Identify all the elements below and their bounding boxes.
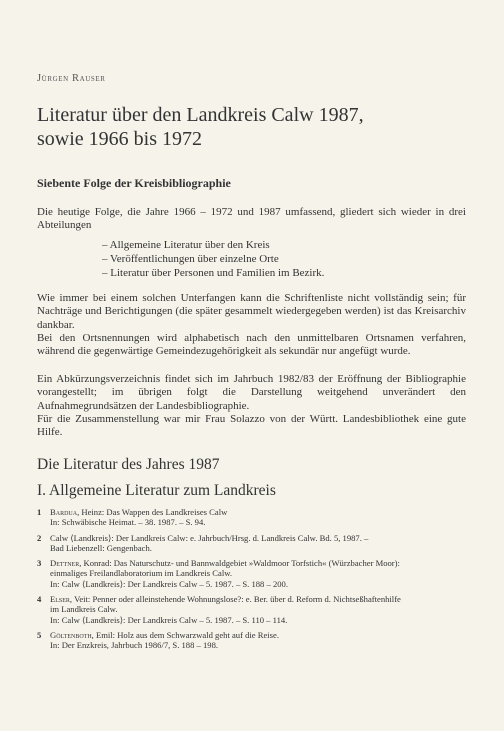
list-item: – Literatur über Personen und Familien im Bezirk. bbox=[102, 267, 325, 279]
bibliography-entry bbox=[37, 507, 477, 528]
entry-text-cont: einmaliges Freilandlaboratorium im Landkreis Calw. bbox=[50, 568, 233, 579]
entry-source: Bad Liebenzell: Gengenbach. bbox=[50, 542, 152, 553]
entry-source: In: Calw ⟨Landkreis⟩: Der Landkreis Calw – 5. 1987. – S. 110 – 114. bbox=[50, 614, 288, 625]
section-subheading: I. Allgemeine Literatur zum Landkreis bbox=[37, 482, 276, 499]
entry-text: , Veit: Penner oder alleinstehende Wohnungslose?: e. Ber. über d. Reform d. Nichtseßhaftenhilfe bbox=[69, 594, 401, 605]
entry-author: Göltenboth bbox=[50, 629, 92, 640]
entry-text: , Heinz: Das Wappen des Landkreises Calw bbox=[77, 507, 228, 517]
bibliography-list bbox=[37, 507, 477, 656]
entry-line bbox=[50, 533, 477, 543]
entry-source: In: Der Enzkreis, Jahrbuch 1986/7, S. 188 – 198. bbox=[50, 640, 219, 651]
author-name: Jürgen Rauser bbox=[37, 73, 106, 84]
entry-number: 5 bbox=[37, 629, 42, 640]
entry-text: , Konrad: Das Naturschutz- und Bannwaldgebiet »Waldmoor Torfstich« (Würzbacher Moor): bbox=[79, 558, 400, 569]
entry-number: 4 bbox=[37, 594, 42, 605]
title-line-1: Literatur über den Landkreis Calw 1987, bbox=[37, 104, 364, 126]
title-line-2: sowie 1966 bis 1972 bbox=[37, 128, 202, 150]
intro-paragraph-5: Für die Zusammenstellung war mir Frau Solazzo von der Württ. Landesbibliothek eine gute Hilfe. bbox=[37, 413, 466, 439]
intro-paragraph-3: Bei den Ortsnennungen wird alphabetisch nach den unmittelbaren Ortsnamen verfahren, während die gegenwärtige Gemeindezugehörigkeit als sekundär nur angefügt wurde. bbox=[37, 332, 466, 358]
entry-line bbox=[50, 558, 477, 568]
entry-author: Dettner bbox=[50, 558, 80, 569]
entry-text: , Emil: Holz aus dem Schwarzwald geht auf die Reise. bbox=[91, 629, 279, 640]
entry-number: 3 bbox=[37, 558, 42, 569]
entry-line bbox=[50, 594, 477, 604]
section-heading: Die Literatur des Jahres 1987 bbox=[37, 456, 220, 473]
intro-paragraph-2: Wie immer bei einem solchen Unterfangen kann die Schriftenliste nicht vollständig sein; für Nachträge und Berichtigungen (die später gesammelt wiedergegeben werden) ist das Kreisarchiv dankbar. bbox=[37, 292, 466, 331]
bibliography-entry bbox=[37, 594, 477, 625]
document-subtitle: Siebente Folge der Kreisbibliographie bbox=[37, 176, 231, 190]
entry-source: In: Schwäbische Heimat. – 38. 1987. – S. 94. bbox=[50, 517, 206, 528]
intro-paragraph-4: Ein Abkürzungsverzeichnis findet sich im Jahrbuch 1982/83 der Eröffnung der Bibliographie vorangestellt; im übrigen folgt die Darstellung weitgehend unverändert den Aufnahmegrundsätzen der Landesbibliographie. bbox=[37, 373, 466, 412]
bibliography-entry bbox=[37, 533, 477, 554]
entry-author: Elser bbox=[50, 594, 70, 605]
division-list bbox=[102, 238, 324, 280]
bibliography-entry bbox=[37, 630, 477, 651]
list-item: – Veröffentlichungen über einzelne Orte bbox=[102, 253, 279, 265]
entry-text-cont: im Landkreis Calw. bbox=[50, 604, 118, 615]
bibliography-entry bbox=[37, 558, 477, 589]
entry-text: Calw ⟨Landkreis⟩: Der Landkreis Calw: e. Jahrbuch/Hrsg. d. Landkreis Calw. Bd. 5, 1987. – bbox=[50, 532, 369, 543]
entry-source: In: Calw ⟨Landkreis⟩: Der Landkreis Calw – 5. 1987. – S. 188 – 200. bbox=[50, 578, 288, 589]
document-title bbox=[37, 103, 477, 151]
entry-author: Bardua bbox=[50, 507, 78, 517]
entry-line bbox=[50, 507, 477, 517]
entry-line bbox=[50, 630, 477, 640]
entry-number: 2 bbox=[37, 532, 42, 543]
list-item: – Allgemeine Literatur über den Kreis bbox=[102, 239, 270, 251]
entry-number: 1 bbox=[37, 507, 42, 517]
intro-paragraph-1: Die heutige Folge, die Jahre 1966 – 1972 und 1987 umfassend, gliedert sich wieder in drei Abteilungen bbox=[37, 206, 466, 232]
